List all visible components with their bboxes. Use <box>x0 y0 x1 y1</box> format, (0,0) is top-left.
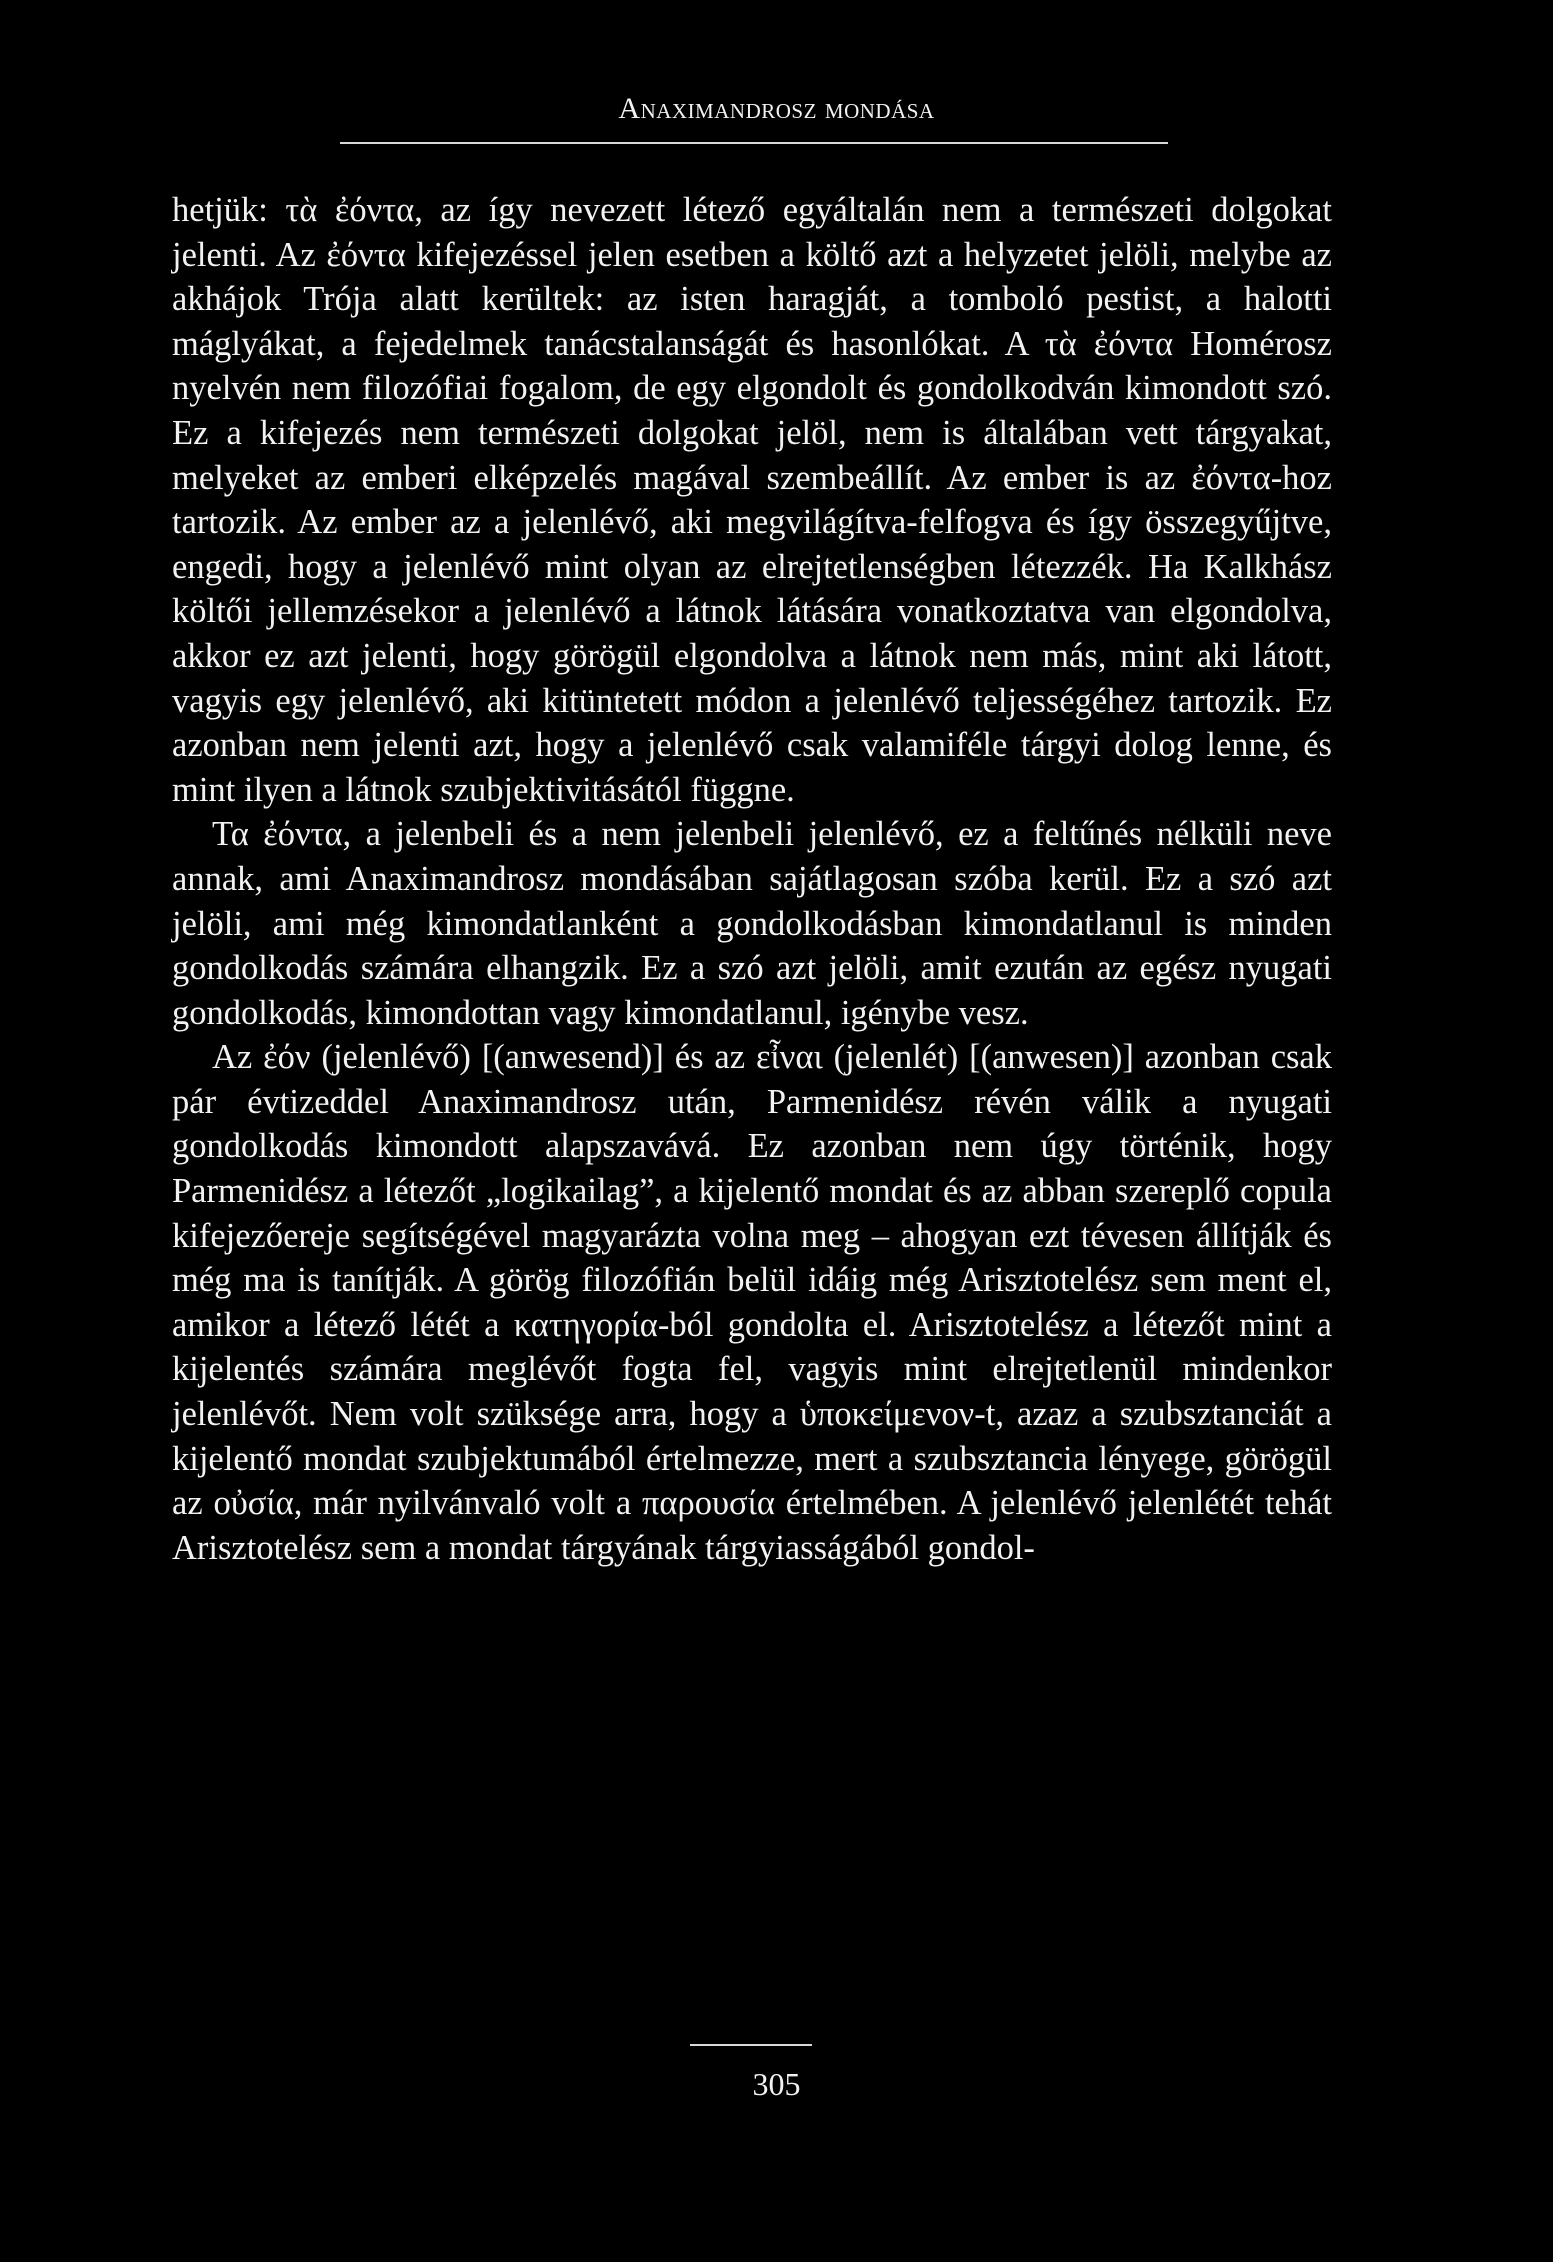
page-number: 305 <box>752 2066 801 2102</box>
paragraph-2: Τα ἐόντα, a jelenbeli és a nem jelenbeli jelenlévő, ez a feltűnés nélküli neve annak, ami Anaximandrosz mondásában sajátlagosan szóba kerül. Ez a szó azt jelöli, ami még kimondatlanként a gondolkodásban kimondatlanul is minden gondolkodás számára elhangzik. Ez a szó azt jelöli, amit ezután az egész nyugati gondolkodás, kimondottan vagy kimondatlanul, igénybe vesz. <box>172 815 1332 1032</box>
footer-rule <box>690 2044 812 2046</box>
header-rule <box>340 142 1168 144</box>
running-head: Anaximandrosz mondása <box>618 92 935 125</box>
body-text <box>172 188 1332 1570</box>
paragraph-1: hetjük: τὰ ἐόντα, az így nevezett létező egyáltalán nem a természeti dolgokat jelenti. Az ἐόντα kifejezéssel jelen esetben a költő azt a helyzetet jelöli, melybe az akhájok Trója alatt kerültek: az isten haragját, a tomboló pestist, a halotti máglyákat, a fejedelmek tanácstalanságát és hasonlókat. A τὰ ἐόντα Homérosz nyelvén nem filozófiai fogalom, de egy elgondolt és gondolkodván kimondott szó. Ez a kifejezés nem természeti dolgokat jelöl, nem is általában vett tárgyakat, melyeket az emberi elképzelés magával szembeállít. Az ember is az ἐόντα-hoz tartozik. Az ember az a jelenlévő, aki megvilágítva-felfogva és így összegyűjtve, engedi, hogy a jelenlévő mint olyan az elrejtetlenségben létezzék. Ha Kalkhász költői jellemzésekor a jelenlévő a látnok látására vonatkoztatva van elgondolva, akkor ez azt jelenti, hogy görögül elgondolva a látnok nem más, mint aki látott, vagyis egy jelenlévő, aki kitüntetett módon a jelenlévő teljességéhez tartozik. Ez azonban nem jelenti azt, hogy a jelenlévő csak valamiféle tárgyi dolog lenne, és mint ilyen a látnok szubjektivitásától függne. <box>172 191 1332 809</box>
paragraph-3: Az ἐόν (jelenlévő) [(anwesend)] és az εἶναι (jelenlét) [(anwesen)] azonban csak pár évtizeddel Anaximandrosz után, Parmenidész révén válik a nyugati gondolkodás kimondott alapszavává. Ez azonban nem úgy történik, hogy Parmenidész a létezőt „logikailag”, a kijelentő mondat és az abban szereplő copula kifejezőereje segítségével magyarázta volna meg – ahogyan ezt tévesen állítják és még ma is tanítják. A görög filozófián belül idáig még Arisztotelész sem ment el, amikor a létező létét a κατηγορία-ból gondolta el. Arisztotelész a létezőt mint a kijelentés számára meglévőt fogta fel, vagyis mint elrejtetlenül mindenkor jelenlévőt. Nem volt szüksége arra, hogy a ὑποκείμενον-t, azaz a szubsztanciát a kijelentő mondat szubjektumából értelmezze, mert a szubsztancia lényege, görögül az οὐσία, már nyilvánvaló volt a παρουσία értelmében. A jelenlévő jelenlétét tehát Arisztotelész sem a mondat tárgyának tárgyiasságából gondol- <box>172 1038 1332 1567</box>
